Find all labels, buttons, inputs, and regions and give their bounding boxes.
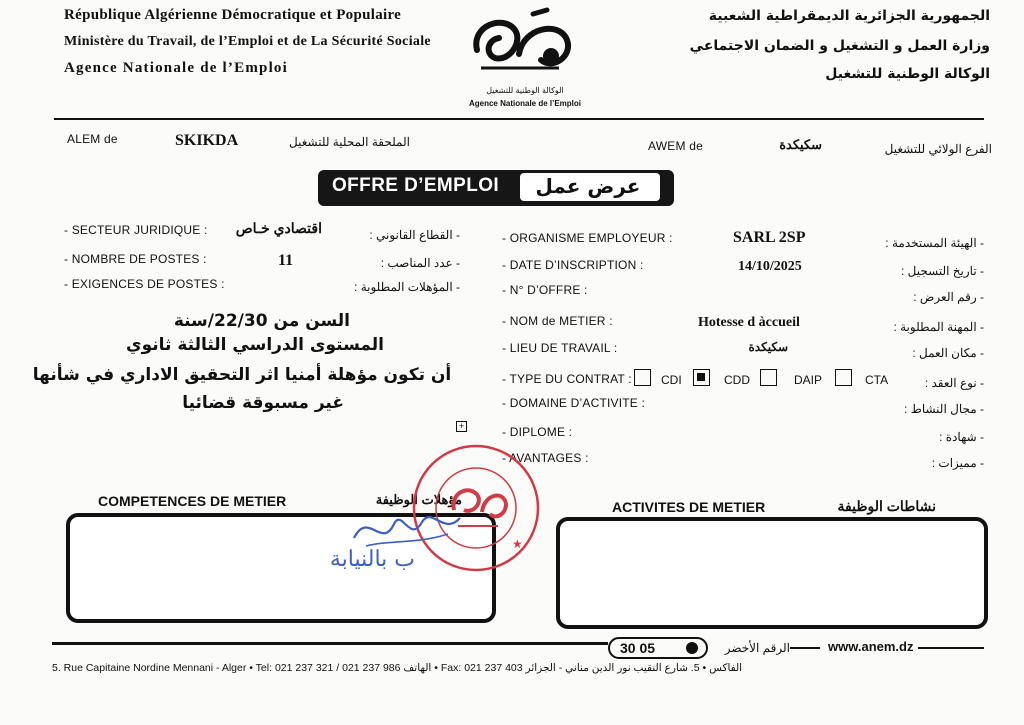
green-number-badge	[608, 637, 708, 659]
offre-ar-label: - رقم العرض :	[913, 290, 984, 304]
domaine-ar-label: - مجال النشاط :	[904, 402, 984, 416]
contract-type-group	[634, 369, 894, 391]
requirement-security: أن تكون مؤهلة أمنيا اثر التحقيق الاداري في شأنها	[32, 365, 452, 385]
offre-label: - N° D’OFFRE :	[502, 283, 588, 297]
header-ar-ministry: وزارة العمل و التشغيل و الضمان الاجتماعي	[689, 38, 990, 54]
exigences-ar-label: - المؤهلات المطلوبة :	[354, 280, 460, 294]
postes-ar-label: - عدد المناصب :	[380, 256, 460, 270]
header-fr-agency: Agence Nationale de l’Emploi	[64, 60, 289, 76]
handwritten-annotation: ب بالنيابة	[329, 547, 415, 572]
title-banner	[318, 170, 674, 206]
postes-value: 11	[278, 252, 294, 269]
contract-cdi-label: CDI	[661, 373, 682, 387]
activites-box[interactable]	[556, 517, 988, 629]
footer-rule-left	[52, 642, 608, 645]
requirement-record: غير مسبوقة قضائيا	[182, 393, 344, 413]
header-ar-republic: الجمهورية الجزائرية الديمقراطية الشعبية	[708, 8, 990, 24]
secteur-value: اقتصادي خـاص	[235, 220, 322, 236]
title-ar: عرض عمل	[535, 174, 641, 198]
contract-cdd-label: CDD	[724, 373, 750, 387]
date-value: 14/10/2025	[738, 259, 802, 274]
lieu-value: سكيكدة	[748, 340, 788, 354]
date-ar-label: - تاريخ التسجيل :	[901, 264, 984, 278]
checkbox-daip[interactable]	[760, 369, 777, 386]
lieu-label: - LIEU DE TRAVAIL :	[502, 341, 618, 355]
svg-text:★: ★	[512, 537, 523, 551]
organisme-value: SARL 2SP	[733, 229, 806, 246]
competences-title-ar: مؤهلات الوظيفة	[375, 492, 462, 507]
requirement-age: السن من 22/30/سنة	[173, 311, 350, 331]
postes-label: - NOMBRE DE POSTES :	[64, 252, 207, 266]
title-fr: OFFRE D’EMPLOI	[332, 175, 500, 196]
contrat-ar-label: - نوع العقد :	[924, 376, 984, 390]
domaine-label: - DOMAINE D’ACTIVITE :	[502, 396, 646, 410]
checkbox-cta[interactable]	[835, 369, 852, 386]
awem-value: سكيكدة	[779, 137, 822, 152]
date-label: - DATE D’INSCRIPTION :	[502, 258, 644, 272]
organisme-ar-label: - الهيئة المستخدمة :	[885, 236, 984, 250]
activites-title-fr: ACTIVITES DE METIER	[612, 499, 766, 515]
checkbox-cdi[interactable]	[634, 369, 651, 386]
alem-label: ALEM de	[67, 132, 118, 146]
logo-fr-caption: Agence Nationale de l’Emploi	[468, 99, 582, 108]
plus-icon: +	[456, 421, 467, 432]
metier-label: - NOM de METIER :	[502, 314, 613, 328]
activites-title-ar: نشاطات الوظيفة	[837, 498, 936, 514]
green-number-label: الرقم الأخضر	[724, 641, 790, 655]
contract-cta-label: CTA	[865, 373, 889, 387]
website-link[interactable]: www.anem.dz	[828, 639, 914, 654]
competences-title-fr: COMPETENCES DE METIER	[98, 493, 287, 509]
anem-logo-icon	[463, 6, 587, 86]
header-fr-ministry: Ministère du Travail, de l’Emploi et de La Sécurité Sociale	[64, 34, 431, 49]
metier-ar-label: - المهنة المطلوبة :	[893, 320, 984, 334]
awem-ar-label: الفرع الولائي للتشغيل	[884, 142, 992, 156]
checkbox-cdd[interactable]	[693, 369, 710, 386]
green-number-value: 30 05	[620, 640, 656, 656]
logo-ar-caption: الوكالة الوطنية للتشغيل	[486, 86, 564, 95]
header-fr-republic: République Algérienne Démocratique et Populaire	[64, 7, 402, 23]
exigences-label: - EXIGENCES DE POSTES :	[64, 277, 225, 291]
anem-logo	[463, 6, 587, 112]
alem-value: SKIKDA	[175, 132, 239, 149]
footer-address: 5. Rue Capitaine Nordine Mennani - Alger • Tel: 021 237 321 / 021 237 986 الهاتف • Fax: 021 237 403 الفاكس • 5. شارع النقيب نور الدين مناني - الجزائر	[52, 662, 743, 674]
contract-daip-label: DAIP	[794, 373, 823, 387]
avantages-ar-label: - مميزات :	[931, 456, 984, 470]
requirement-level: المستوى الدراسي الثالثة ثانوي	[126, 335, 384, 355]
awem-label: AWEM de	[648, 139, 703, 153]
header-divider	[54, 118, 984, 120]
contrat-label: - TYPE DU CONTRAT :	[502, 372, 632, 386]
diplome-ar-label: - شهادة :	[939, 430, 984, 444]
header-ar-agency: الوكالة الوطنية للتشغيل	[825, 66, 990, 82]
lieu-ar-label: - مكان العمل :	[912, 346, 984, 360]
metier-value: Hotesse d àccueil	[698, 315, 800, 330]
diplome-label: - DIPLOME :	[502, 425, 573, 439]
alem-ar-label: الملحقة المحلية للتشغيل	[289, 135, 410, 149]
signature-icon	[348, 500, 468, 560]
avantages-label: - AVANTAGES :	[502, 451, 589, 465]
phone-icon	[686, 642, 698, 654]
organisme-label: - ORGANISME EMPLOYEUR :	[502, 231, 673, 245]
secteur-ar-label: - القطاع القانوني :	[369, 228, 460, 242]
secteur-label: - SECTEUR JURIDIQUE :	[64, 223, 208, 237]
